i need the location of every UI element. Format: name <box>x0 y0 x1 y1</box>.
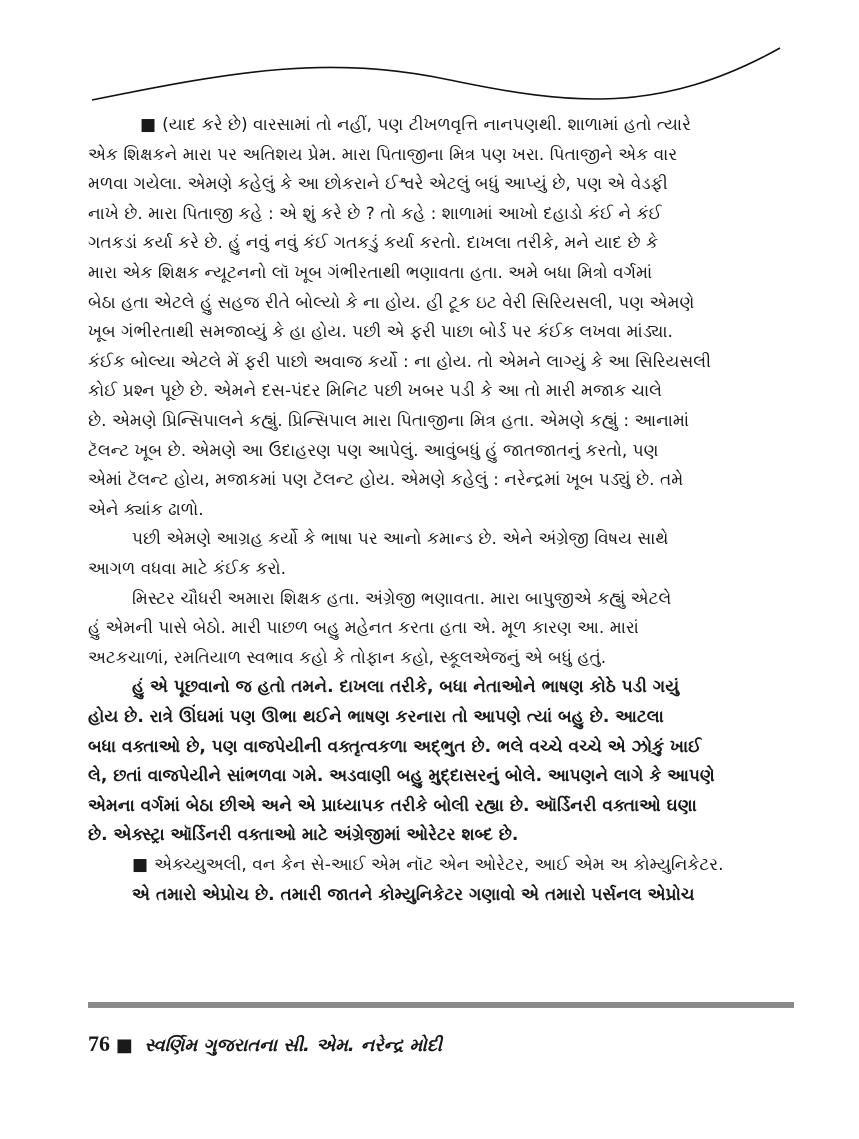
text-line <box>88 761 794 791</box>
text-line <box>88 495 794 525</box>
line-text: છે. એક્સ્ટ્રા ઑર્ડિનરી વક્તાઓ માટે અંગ્રેજીમાં ઓરેટર શબ્દ છે. <box>88 825 519 846</box>
decorative-wave-line <box>0 0 859 110</box>
line-text: એ તમારો એપ્રોચ છે. તમારી જાતને કોમ્યુનિકેટર ગણાવો એ તમારો પર્સનલ એપ્રોચ <box>132 884 695 905</box>
text-line <box>88 880 794 910</box>
text-line <box>88 406 794 436</box>
line-text: મળવા ગયેલા. એમણે કહેલું કે આ છોકરાને ઈશ્વરે એટલું બધું આપ્યું છે, પણ એ વેડફી <box>88 174 668 195</box>
line-text: એમાં ટૅલન્ટ હોય, મજાકમાં પણ ટૅલન્ટ હોય. એમણે કહેલું : નરેન્દ્રમાં ખૂબ પડ્યું છે. તમે <box>88 470 684 491</box>
book-title: સ્વર્ણિમ ગુજરાતના સી. એમ. નરેન્દ્ર મોદી <box>144 1035 442 1056</box>
text-line <box>88 228 794 258</box>
line-text: (યાદ કરે છે) વારસામાં તો નહીં, પણ ટીખળવૃત્તિ નાનપણથી. શાળામાં હતો ત્યારે <box>162 115 691 135</box>
text-line <box>88 347 794 377</box>
line-text: અટકચાળાં, રમતિયાળ સ્વભાવ કહો કે તોફાન કહો, સ્કૂલએજનું એ બધું હતું. <box>88 647 607 668</box>
line-text: મારા એક શિક્ષક ન્યૂટનનો લૉ ખૂબ ગંભીરતાથી ભણાવતા હતા. અમે બધા મિત્રો વર્ગમાં <box>88 263 653 283</box>
line-text: કંઈક બોલ્યા એટલે મેં ફરી પાછો અવાજ કર્યો : ના હોય. તો એમને લાગ્યું કે આ સિરિયસલી <box>88 351 711 372</box>
text-line <box>88 376 794 406</box>
line-text: મિસ્ટર ચૌધરી અમારા શિક્ષક હતા. અંગ્રેજી ભણાવતા. મારા બાપુજીએ કહ્યું એટલે <box>132 588 672 609</box>
text-line <box>88 258 794 288</box>
text-line <box>88 288 794 318</box>
line-text: એમના વર્ગમાં બેઠા છીએ અને એ પ્રાધ્યાપક તરીકે બોલી રહ્યા છે. ઑર્ડિનરી વક્તાઓ ઘણા <box>88 795 697 816</box>
line-text: કોઈ પ્રશ્ન પૂછે છે. એમને દસ-પંદર મિનિટ પછી ખબર પડી કે આ તો મારી મજાક ચાલે <box>88 381 662 402</box>
line-text: ખૂબ ગંભીરતાથી સમજાવ્યું કે હા હોય. પછી એ ફરી પાછા બોર્ડ પર કંઈક લખવા માંડ્યા. <box>88 322 673 343</box>
text-line <box>88 436 794 466</box>
text-line <box>88 110 794 140</box>
page-number: 76 <box>88 1031 110 1056</box>
footer-bullet: ■ <box>115 1035 133 1056</box>
bullet-icon: ■ <box>132 855 149 875</box>
page-footer <box>88 1028 442 1060</box>
line-text: ગતકડાં કર્યા કરે છે. હું નવું નવું કંઈ ગતકડું કર્યા કરતો. દાખલા તરીકે, મને યાદ છે કે <box>88 233 659 254</box>
line-text: ટૅલન્ટ ખૂબ છે. એમણે આ ઉદાહરણ પણ આપેલું. આવુંબધું હું જાતજાતનું કરતો, પણ <box>88 440 659 461</box>
text-line <box>88 199 794 229</box>
text-line <box>88 672 794 702</box>
line-text: હું એમની પાસે બેઠો. મારી પાછળ બહુ મહેનત કરતા હતા એ. મૂળ કારણ આ. મારાં <box>88 618 639 639</box>
line-text: છે. એમણે પ્રિન્સિપાલને કહ્યું. પ્રિન્સિપાલ મારા પિતાજીના મિત્ર હતા. એમણે કહ્યું : આનામાં <box>88 411 690 431</box>
line-text: એક્ચ્યુઅલી, વન કેન સે-આઈ એમ નૉટ એન ઓરેટર, આઈ એમ અ કોમ્યુનિકેટર. <box>154 855 724 875</box>
text-line <box>88 140 794 170</box>
text-line <box>88 732 794 762</box>
text-line <box>88 613 794 643</box>
text-line <box>88 820 794 850</box>
line-text: એને ક્યાંક ઢાળો. <box>88 499 204 520</box>
bottom-rule <box>88 1002 794 1008</box>
text-line <box>88 702 794 732</box>
text-line <box>88 169 794 199</box>
text-line <box>88 554 794 584</box>
text-line <box>88 791 794 821</box>
bullet-icon: ■ <box>140 115 157 135</box>
line-text: હું એ પૂછવાનો જ હતો તમને. દાખલા તરીકે, બધા નેતાઓને ભાષણ કોઠે પડી ગયું <box>132 677 680 698</box>
line-text: નાખે છે. મારા પિતાજી કહે : એ શું કરે છે ? તો કહે : શાળામાં આખો દહાડો કંઈ ને કંઈ <box>88 203 662 224</box>
text-line <box>88 850 794 880</box>
line-text: લે, છતાં વાજપેયીને સાંભળવા ગમે. અડવાણી બહુ મુદ્દાસરનું બોલે. આપણને લાગે કે આપણે <box>88 766 715 787</box>
text-line <box>88 643 794 673</box>
line-text: બધા વક્તાઓ છે, પણ વાજપેયીની વક્તૃત્વકળા અદ્ભુત છે. ભલે વચ્ચે વચ્ચે એ ઝોકું ખાઈ <box>88 736 702 757</box>
text-line <box>88 524 794 554</box>
line-text: બેઠા હતા એટલે હું સહજ રીતે બોલ્યો કે ના હોય. હી ટૂક ઇટ વેરી સિરિયસલી, પણ એમણે <box>88 292 695 313</box>
text-line <box>88 465 794 495</box>
text-line <box>88 584 794 614</box>
line-text: એક શિક્ષકને મારા પર અતિશય પ્રેમ. મારા પિતાજીના મિત્ર પણ ખરા. પિતાજીને એક વાર <box>88 144 678 165</box>
line-text: આગળ વધવા માટે કંઈક કરો. <box>88 559 287 579</box>
line-text: હોય છે. રાત્રે ઊંઘમાં પણ ઊભા થઈને ભાષણ કરનારા તો આપણે ત્યાં બહુ છે. આટલા <box>88 707 664 727</box>
text-line <box>88 317 794 347</box>
line-text: પછી એમણે આગ્રહ કર્યો કે ભાષા પર આનો કમાન્ડ છે. એને અંગ્રેજી વિષય સાથે <box>132 529 669 550</box>
